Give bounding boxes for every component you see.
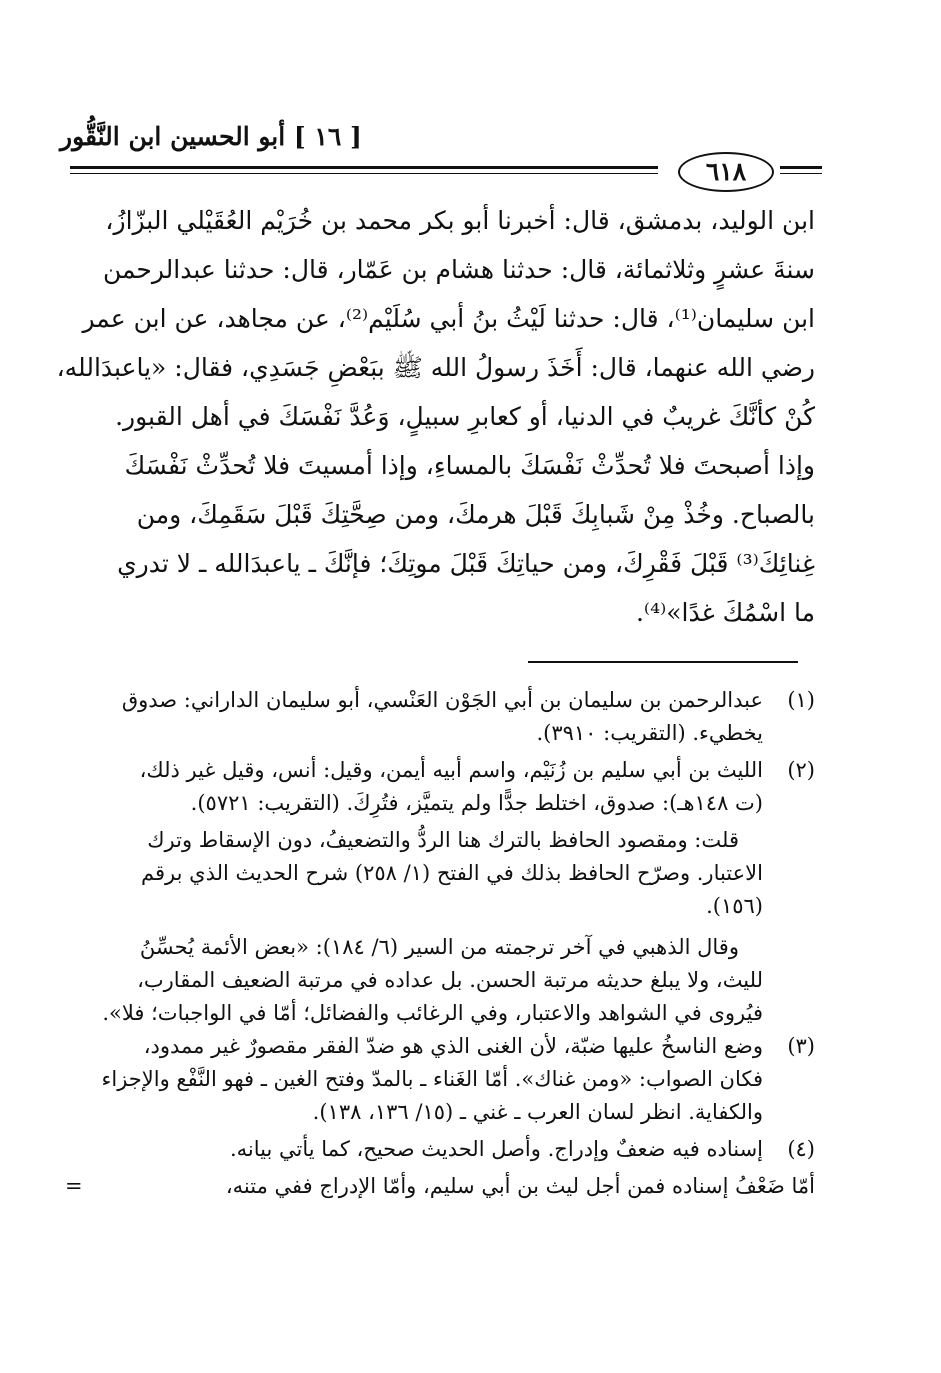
footnote-line: الاعتبار. وصرّح الحافظ بذلك في الفتح (١/ ٢٥٨) شرح الحديث الذي برقم <box>141 861 763 885</box>
header-rule <box>70 166 658 169</box>
header-rule-thin <box>70 173 658 174</box>
text-line: ابن الوليد، بدمشق، قال: أخبرنا أبو بكر محمد بن خُرَيْم العُقَيْلي البزّازُ، <box>105 206 815 235</box>
text-line: ابن سليمان⁽¹⁾، قال: حدثنا لَيْثُ بنُ أبي سُلَيْم⁽²⁾، عن مجاهد، عن ابن عمر <box>82 304 815 333</box>
footnote-2 <box>75 754 815 820</box>
footnote-line: الليث بن أبي سليم بن زُنَيْم، واسم أبيه أيمن، وقيل: أنس، وقيل غير ذلك، <box>139 758 763 782</box>
text-line: وإذا أصبحتَ فلا تُحدِّثْ نَفْسَكَ بالمساءِ، وإذا أمسيتَ فلا تُحدِّثْ نَفْسَكَ <box>124 451 815 480</box>
footnote-line: فكان الصواب: «ومن غناك». أمّا الغَناء ـ بالمدّ وفتح الغين ـ فهو النَّفْع والإجزاء <box>101 1067 763 1091</box>
footnote-line: (١٥٦). <box>706 894 763 918</box>
header-rule-right-thin <box>780 173 822 174</box>
text-line: رضي الله عنهما، قال: أَخَذَ رسولُ الله ﷺ ببَعْضِ جَسَدِي، فقال: «ياعبدَالله، <box>56 353 815 382</box>
footnote-4 <box>75 1133 815 1166</box>
text-line: سنةَ عشرٍ وثلاثمائة، قال: حدثنا هشام بن عَمّار، قال: حدثنا عبدالرحمن <box>102 255 815 284</box>
main-text <box>56 196 815 637</box>
continuation-mark: = <box>65 1174 83 1198</box>
footnote-2-paragraph-2 <box>75 931 763 1030</box>
footnote-2-paragraph-1 <box>75 824 763 923</box>
footnote-line: قلت: ومقصود الحافظ بالترك هنا الردُّ والتضعيفُ، دون الإسقاط وترك <box>147 828 739 852</box>
footnote-number: (٢) <box>787 758 815 782</box>
footnote-number: (٣) <box>787 1034 815 1058</box>
footnote-line: عبدالرحمن بن سليمان بن أبي الجَوْن العَنْسي، أبو سليمان الداراني: صدوق <box>121 688 763 712</box>
footnote-line: لليث، ولا يبلغ حديثه مرتبة الحسن. بل عداده في مرتبة الضعيف المقارب، <box>137 968 763 992</box>
footnote-line: يخطيء. (التقريب: ٣٩١٠). <box>536 721 763 745</box>
footnote-number: (١) <box>787 688 815 712</box>
continuation-text: أمّا ضَعْفُ إسناده فمن أجل ليث بن أبي سليم، وأمّا الإدراج ففي متنه، <box>225 1174 815 1198</box>
text-line: ما اسْمُكَ غدًا»⁽⁴⁾. <box>635 598 815 627</box>
chapter-title: [ ١٦ ] أبو الحسين ابن النَّقُّور <box>60 122 362 151</box>
text-line: كُنْ كأنَّكَ غريبٌ في الدنيا، أو كعابرِ سبيلٍ، وَعُدَّ نَفْسَكَ في أهل القبور. <box>115 402 815 431</box>
text-line: بالصباح. وخُذْ مِنْ شَبابِكَ قَبْلَ هرمكَ، ومن صِحَّتِكَ قَبْلَ سَقَمِكَ، ومن <box>136 500 815 529</box>
footnotes <box>65 684 815 1203</box>
header-rule-right <box>780 166 822 169</box>
footnote-line: إسناده فيه ضعفٌ وإدراج. وأصل الحديث صحيح، كما يأتي بيانه. <box>230 1137 763 1161</box>
footnote-line: وضع الناسخُ عليها ضبّة، لأن الغنى الذي هو ضدّ الفقر مقصورٌ غير ممدود، <box>143 1034 763 1058</box>
footnote-3 <box>75 1030 815 1129</box>
text-line: غِنائِكَ⁽³⁾ قَبْلَ فَقْرِكَ، ومن حياتِكَ قَبْلَ موتِكَ؛ فإنَّكَ ـ ياعبدَالله ـ لا تدري <box>117 549 815 578</box>
footnote-1 <box>75 684 815 750</box>
footnote-continuation <box>65 1170 815 1203</box>
footnote-number: (٤) <box>787 1137 815 1161</box>
footnote-line: (ت ١٤٨هـ): صدوق، اختلط جدًّا ولم يتميَّز، فتُرِكَ. (التقريب: ٥٧٢١). <box>190 791 763 815</box>
footnote-separator <box>528 661 798 663</box>
footnote-line: فيُروى في الشواهد والاعتبار، وفي الرغائب والفضائل؛ أمّا في الواجبات؛ فلا». <box>102 1001 763 1025</box>
footnote-line: والكفاية. انظر لسان العرب ـ غني ـ (١٥/ ١٣٦، ١٣٨). <box>312 1100 763 1124</box>
page-number: ٦١٨ <box>678 152 774 192</box>
footnote-line: وقال الذهبي في آخر ترجمته من السير (٦/ ١٨٤): «بعض الأئمة يُحسِّنُ <box>139 935 739 959</box>
